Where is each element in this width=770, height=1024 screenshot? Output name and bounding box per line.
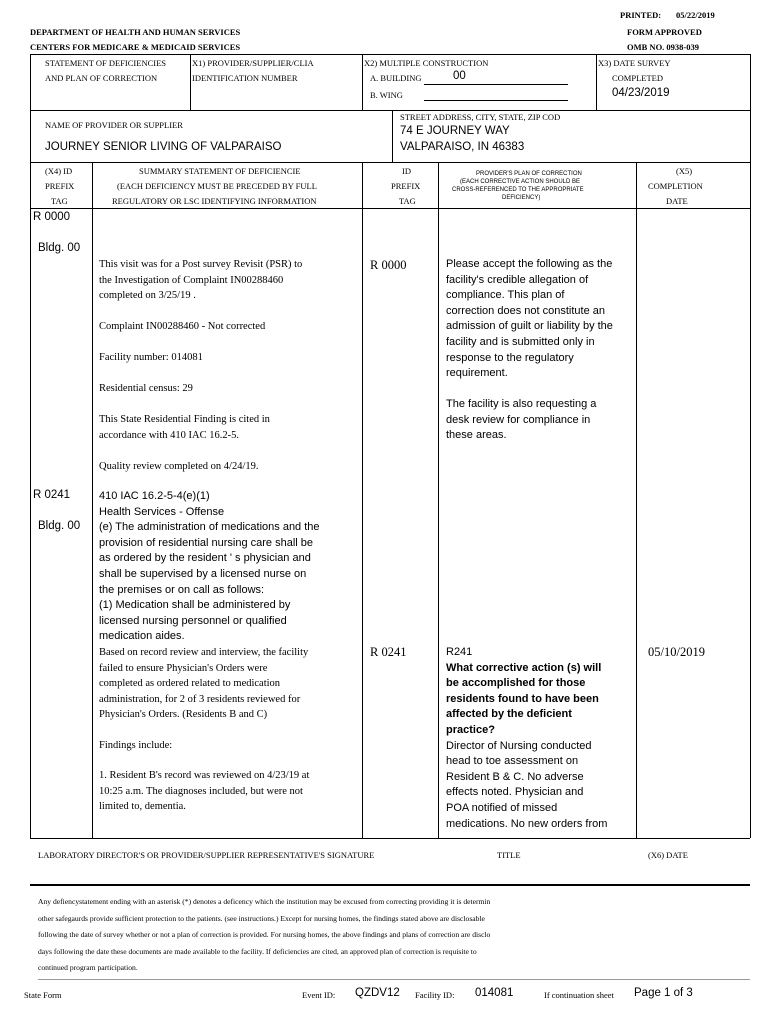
plan-line: Please accept the following as the bbox=[446, 258, 613, 270]
omb-number: OMB NO. 0938-039 bbox=[627, 42, 700, 52]
tag-label: TAG bbox=[399, 196, 416, 206]
plan-line: requirement. bbox=[446, 367, 508, 380]
left-border bbox=[30, 54, 31, 838]
facility-id: 014081 bbox=[475, 987, 514, 999]
plan-line: Resident B & C. No adverse bbox=[446, 770, 584, 783]
facility-id-label: Facility ID: bbox=[415, 990, 455, 1000]
disclaimer bbox=[38, 894, 490, 977]
provider-name: JOURNEY SENIOR LIVING OF VALPARAISO bbox=[45, 141, 282, 153]
plan-line: admission of guilt or liability by the bbox=[446, 320, 613, 333]
form-approved: FORM APPROVED bbox=[627, 27, 702, 37]
summary-line: accordance with 410 IAC 16.2-5. bbox=[99, 429, 239, 441]
regulation-line: provision of residential nursing care shall be bbox=[99, 536, 314, 549]
summary-line: Based on record review and interview, the facility bbox=[99, 647, 309, 658]
plan-header-3: CROSS-REFERENCED TO THE APPROPRIATE bbox=[452, 187, 584, 193]
divider-summary bbox=[362, 162, 363, 838]
x3-label: X3) DATE SURVEY bbox=[598, 58, 671, 68]
plan-line: The facility is also requesting a bbox=[446, 398, 597, 410]
x1-label-2: IDENTIFICATION NUMBER bbox=[192, 73, 298, 83]
x4-prefix-label: PREFIX bbox=[45, 181, 75, 191]
plan-line: POA notified of missed bbox=[446, 801, 558, 814]
summary-line: failed to ensure Physician's Orders were bbox=[99, 662, 268, 674]
building-value: 00 bbox=[453, 70, 466, 82]
plan-line: effects noted. Physician and bbox=[446, 786, 584, 799]
divider-x3 bbox=[596, 54, 597, 110]
residential-census: Residential census: 29 bbox=[99, 383, 193, 394]
regulation-line: (e) The administration of medications and the bbox=[99, 521, 320, 534]
survey-completed-date: 04/23/2019 bbox=[612, 87, 670, 99]
plan-line: What corrective action (s) will bbox=[446, 661, 602, 674]
completed-label: COMPLETED bbox=[612, 73, 663, 83]
plan-line: facility and is submitted only in bbox=[446, 335, 595, 348]
divider-x2 bbox=[362, 54, 363, 110]
facility-number: Facility number: 014081 bbox=[99, 352, 203, 363]
summary-line: 1. Resident B's record was reviewed on 4/23/19 at bbox=[99, 770, 310, 781]
plan-line: head to toe assessment on bbox=[446, 755, 579, 768]
summary-header-3: REGULATORY OR LSC IDENTIFYING INFORMATION bbox=[112, 196, 317, 206]
row-divider-1 bbox=[30, 110, 750, 111]
regulation-line: medication aides. bbox=[99, 630, 185, 643]
id-label: ID bbox=[402, 166, 411, 176]
x4-id-label: (X4) ID bbox=[45, 166, 73, 176]
event-id-label: Event ID: bbox=[302, 990, 336, 1000]
plan-line: compliance. This plan of bbox=[446, 289, 565, 302]
state-form-label: State Form bbox=[24, 990, 62, 1000]
divider-prefix bbox=[92, 162, 93, 838]
divider-address bbox=[392, 110, 393, 162]
summary-header-2: (EACH DEFICIENCY MUST BE PRECEDED BY FULL bbox=[117, 181, 317, 191]
disclaimer-line: following the date of survey whether or not a plan of correction is provided. For nursing homes, the above findings and plans of correction are disclo bbox=[38, 930, 491, 939]
column-header-bottom bbox=[30, 208, 750, 209]
street-address: 74 E JOURNEY WAY bbox=[400, 125, 510, 137]
resident-b-record bbox=[99, 768, 309, 815]
regulation-line: the premises or on call as follows: bbox=[99, 583, 265, 596]
disclaimer-line: other safegaurds provide sufficient protection to the patients. (see instructions.) Except for nursing homes, the findings stated above are disclosable bbox=[38, 913, 485, 923]
plan-header-1: PROVIDER'S PLAN OF CORRECTION bbox=[476, 171, 582, 177]
divider-plan bbox=[636, 162, 637, 838]
x5-label: (X5) bbox=[676, 166, 693, 176]
plan-line: facility's credible allegation of bbox=[446, 273, 589, 286]
printed-label: PRINTED: bbox=[620, 10, 662, 20]
disclaimer-line: Any defiencystatement ending with an asterisk (*) denotes a deficency which the institution may be excused from correcting providing it is determin bbox=[38, 897, 491, 906]
r0241-plan-head: R241 bbox=[446, 646, 473, 658]
plan-line: desk review for compliance in bbox=[446, 413, 591, 426]
event-id: QZDV12 bbox=[355, 987, 400, 999]
row-divider-2 bbox=[30, 162, 750, 163]
quality-review: Quality review completed on 4/24/19. bbox=[99, 461, 259, 472]
building-label: A. BUILDING bbox=[370, 73, 422, 83]
plan-line: these areas. bbox=[446, 429, 507, 442]
x1-label-1: X1) PROVIDER/SUPPLIER/CLIA bbox=[192, 58, 314, 68]
title-label: TITLE bbox=[497, 850, 521, 860]
state-finding bbox=[99, 412, 270, 443]
plan-line: medications. No new orders from bbox=[446, 817, 608, 830]
summary-line: Physician's Orders. (Residents B and C) bbox=[99, 709, 268, 721]
x4-tag-label: TAG bbox=[51, 196, 68, 206]
complaint-status: Complaint IN00288460 - Not corrected bbox=[99, 321, 266, 332]
divider-x1 bbox=[190, 54, 191, 110]
r0000-summary bbox=[99, 257, 302, 304]
summary-line: This State Residential Finding is cited in bbox=[99, 414, 270, 425]
city-state-zip: VALPARAISO, IN 46383 bbox=[400, 141, 525, 153]
divider-id bbox=[438, 162, 439, 838]
plan-header-4: DEFICIENCY) bbox=[502, 195, 541, 201]
right-border bbox=[750, 54, 751, 838]
disclaimer-line: continued program participation. bbox=[38, 963, 138, 972]
summary-line: completed on 3/25/19 . bbox=[99, 290, 196, 302]
summary-line: the Investigation of Complaint IN00288460 bbox=[99, 274, 284, 286]
disclaimer-line: days following the date these documents are made available to the facility. If deficiencies are cited, an approved plan of correction is requisite to bbox=[38, 946, 477, 956]
department-title: DEPARTMENT OF HEALTH AND HUMAN SERVICES bbox=[30, 27, 241, 37]
r0241-summary bbox=[99, 645, 308, 723]
regulation-line: licensed nursing personnel or qualified bbox=[99, 614, 287, 627]
plan-line: correction does not constitute an bbox=[446, 304, 605, 317]
summary-line: completed as ordered related to medication bbox=[99, 678, 281, 690]
plan-line: be accomplished for those bbox=[446, 677, 586, 690]
plan-line: Director of Nursing conducted bbox=[446, 739, 592, 752]
summary-header-1: SUMMARY STATEMENT OF DEFICIENCIE bbox=[139, 166, 301, 176]
prefix-label: PREFIX bbox=[391, 181, 421, 191]
summary-line: administration, for 2 of 3 residents reviewed for bbox=[99, 693, 301, 705]
regulation-line: (1) Medication shall be administered by bbox=[99, 599, 291, 612]
r0241-bldg: Bldg. 00 bbox=[38, 520, 81, 532]
top-border bbox=[30, 54, 750, 55]
wing-label: B. WING bbox=[370, 90, 403, 100]
plan-line: residents found to have been bbox=[446, 692, 599, 705]
plan-header-2: (EACH CORRECTIVE ACTION SHOULD BE bbox=[460, 179, 581, 185]
r0241-plan-question bbox=[446, 661, 601, 739]
building-underline bbox=[424, 84, 568, 85]
printed-date: 05/22/2019 bbox=[676, 10, 715, 20]
statement-label-1: STATEMENT OF DEFICIENCIES bbox=[45, 58, 167, 68]
plan-line: practice? bbox=[446, 723, 495, 736]
wing-underline bbox=[424, 100, 568, 101]
plan-line: affected by the deficient bbox=[446, 708, 572, 721]
date-label: DATE bbox=[666, 196, 688, 206]
r0241-plan-actions bbox=[446, 739, 607, 833]
continuation-label: If continuation sheet bbox=[544, 990, 614, 1000]
signature-label: LABORATORY DIRECTOR'S OR PROVIDER/SUPPLIER REPRESENTATIVE'S SIGNATURE bbox=[38, 850, 375, 860]
regulation-line: as ordered by the resident ' s physician and bbox=[99, 552, 311, 565]
r0000-plan bbox=[446, 257, 613, 382]
regulation-line: Health Services - Offense bbox=[99, 505, 225, 518]
disclaimer-rule bbox=[38, 979, 750, 980]
r0241-completion-date: 05/10/2019 bbox=[648, 645, 705, 659]
r0241-prefix-tag: R 0241 bbox=[370, 645, 407, 659]
statement-label-2: AND PLAN OF CORRECTION bbox=[45, 73, 158, 83]
r0241-tag: R 0241 bbox=[33, 489, 71, 501]
r0000-tag: R 0000 bbox=[33, 211, 71, 223]
completion-label: COMPLETION bbox=[648, 181, 703, 191]
page-number: Page 1 of 3 bbox=[634, 987, 693, 999]
centers-title: CENTERS FOR MEDICARE & MEDICAID SERVICES bbox=[30, 42, 241, 52]
plan-line: response to the regulatory bbox=[446, 351, 574, 364]
signature-bottom bbox=[30, 884, 750, 886]
regulation-line: shall be supervised by a licensed nurse on bbox=[99, 567, 307, 580]
x6-date-label: (X6) DATE bbox=[648, 850, 688, 860]
regulation-line: 410 IAC 16.2-5-4(e)(1) bbox=[99, 490, 210, 502]
r0241-regulation bbox=[99, 489, 320, 645]
body-bottom bbox=[30, 838, 750, 839]
x2-label: X2) MULTIPLE CONSTRUCTION bbox=[364, 58, 489, 68]
summary-line: limited to, dementia. bbox=[99, 801, 186, 813]
r0000-plan-desk-review bbox=[446, 397, 596, 444]
r0000-prefix-tag: R 0000 bbox=[370, 258, 407, 272]
summary-line: This visit was for a Post survey Revisit (PSR) to bbox=[99, 259, 303, 270]
provider-name-label: NAME OF PROVIDER OR SUPPLIER bbox=[45, 120, 183, 130]
summary-line: 10:25 a.m. The diagnoses included, but were not bbox=[99, 785, 303, 797]
r0000-bldg: Bldg. 00 bbox=[38, 242, 81, 254]
findings-include: Findings include: bbox=[99, 740, 173, 751]
address-label: STREET ADDRESS, CITY, STATE, ZIP COD bbox=[400, 112, 561, 122]
